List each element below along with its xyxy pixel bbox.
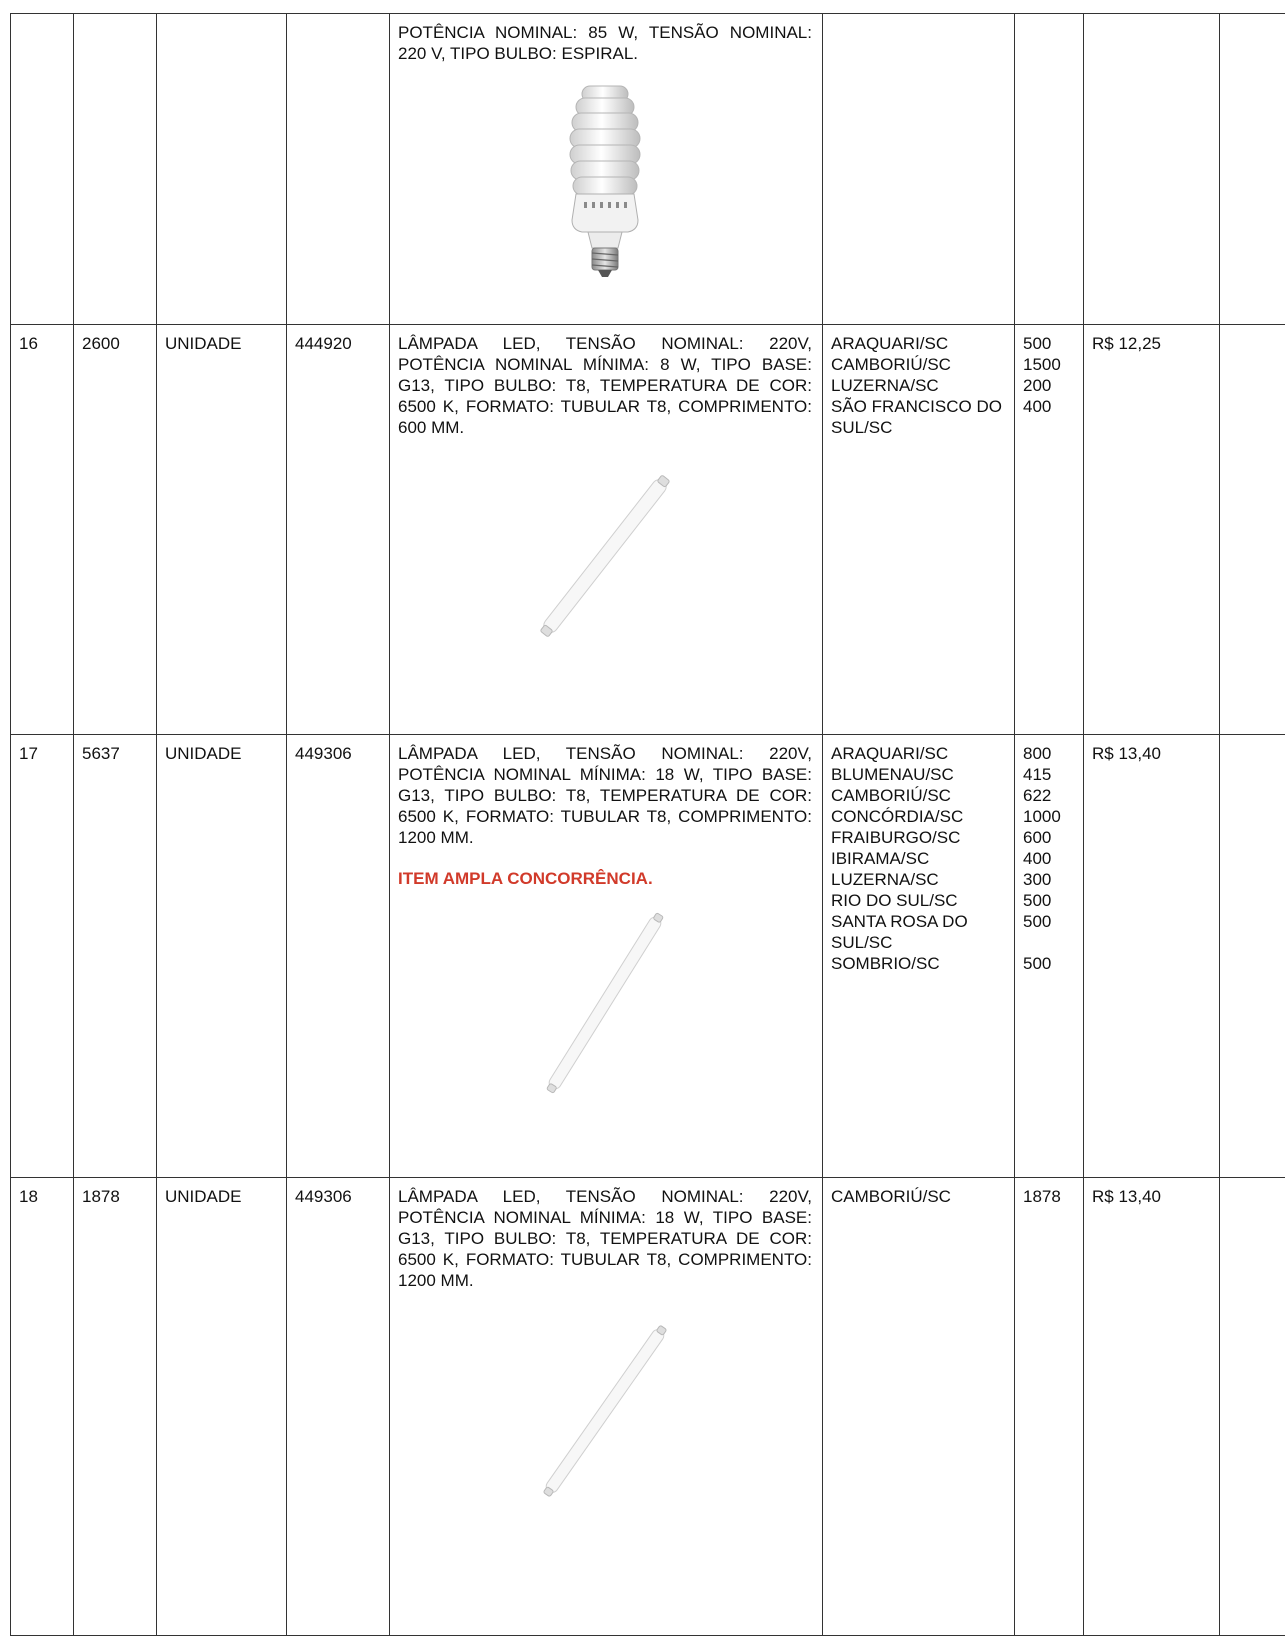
- item-cell: [11, 14, 74, 325]
- location-item: SOMBRIO/SC: [831, 953, 1006, 974]
- location-item: ARAQUARI/SC: [831, 743, 1006, 764]
- location-item: FRAIBURGO/SC: [831, 827, 1006, 848]
- led-tube-icon: [535, 903, 675, 1103]
- location-item: CAMBORIÚ/SC: [831, 354, 1006, 375]
- quantity-item: 400: [1023, 848, 1075, 869]
- location-item: RIO DO SUL/SC: [831, 890, 1006, 911]
- location-item: LUZERNA/SC: [831, 375, 1006, 396]
- quantity-cell: 5637: [74, 735, 157, 1178]
- quantity-item: 200: [1023, 375, 1075, 396]
- description-text: LÂMPADA LED, TENSÃO NOMINAL: 220V, POTÊNCIA NOMINAL MÍNIMA: 8 W, TIPO BASE: G13, TIPO BULBO: T8, TEMPERATURA DE COR: 6500 K, FORMATO: TUBULAR T8, COMPRIMENTO: 600 MM.: [398, 333, 812, 438]
- code-cell: 449306: [287, 735, 390, 1178]
- quantities-cell: [1015, 1178, 1084, 1636]
- ampla-concorrencia-note: ITEM AMPLA CONCORRÊNCIA.: [398, 868, 812, 889]
- quantity-item: 500: [1023, 890, 1075, 911]
- unit-cell: UNIDADE: [157, 325, 287, 735]
- extra-cell: [1220, 735, 1285, 1178]
- product-image: [398, 64, 812, 285]
- location-item: IBIRAMA/SC: [831, 848, 1006, 869]
- location-item: CAMBORIÚ/SC: [831, 1186, 1006, 1207]
- quantity-cell: [74, 14, 157, 325]
- item-cell: 18: [11, 1178, 74, 1636]
- table-row: [11, 14, 1285, 325]
- location-item: SANTA ROSA DO SUL/SC: [831, 911, 1006, 953]
- location-item: LUZERNA/SC: [831, 869, 1006, 890]
- item-cell: 17: [11, 735, 74, 1178]
- locations-cell: [823, 325, 1015, 735]
- quantity-cell: 2600: [74, 325, 157, 735]
- quantity-cell: 1878: [74, 1178, 157, 1636]
- quantities-cell: [1015, 14, 1084, 325]
- quantity-item: 1878: [1023, 1186, 1075, 1207]
- quantity-spacer: [1023, 932, 1075, 953]
- product-image: [398, 438, 812, 661]
- code-cell: [287, 14, 390, 325]
- quantity-item: 400: [1023, 396, 1075, 417]
- product-image: [398, 1291, 812, 1516]
- quantity-item: 300: [1023, 869, 1075, 890]
- price-cell: [1084, 14, 1220, 325]
- code-cell: 449306: [287, 1178, 390, 1636]
- description-cell: [390, 325, 823, 735]
- led-tube-icon: [520, 456, 690, 656]
- items-table: [10, 13, 1285, 1636]
- quantity-item: 622: [1023, 785, 1075, 806]
- unit-cell: UNIDADE: [157, 735, 287, 1178]
- spiral-cfl-bulb-icon: [540, 80, 670, 280]
- locations-cell: [823, 14, 1015, 325]
- table-row: [11, 1178, 1285, 1636]
- unit-cell: UNIDADE: [157, 1178, 287, 1636]
- extra-cell: [1220, 1178, 1285, 1636]
- location-item: ARAQUARI/SC: [831, 333, 1006, 354]
- quantity-item: 600: [1023, 827, 1075, 848]
- description-cell: [390, 735, 823, 1178]
- quantity-item: 1500: [1023, 354, 1075, 375]
- location-item: CONCÓRDIA/SC: [831, 806, 1006, 827]
- quantity-item: 500: [1023, 953, 1075, 974]
- quantities-cell: [1015, 735, 1084, 1178]
- quantities-cell: [1015, 325, 1084, 735]
- locations-cell: [823, 735, 1015, 1178]
- table-row: [11, 325, 1285, 735]
- quantity-item: 415: [1023, 764, 1075, 785]
- quantity-item: 500: [1023, 333, 1075, 354]
- unit-cell: [157, 14, 287, 325]
- table-row: [11, 735, 1285, 1178]
- code-cell: 444920: [287, 325, 390, 735]
- price-cell: R$ 13,40: [1084, 735, 1220, 1178]
- price-cell: R$ 12,25: [1084, 325, 1220, 735]
- description-cell: [390, 1178, 823, 1636]
- location-item: BLUMENAU/SC: [831, 764, 1006, 785]
- item-cell: 16: [11, 325, 74, 735]
- quantity-item: 1000: [1023, 806, 1075, 827]
- description-text: POTÊNCIA NOMINAL: 85 W, TENSÃO NOMINAL: 220 V, TIPO BULBO: ESPIRAL.: [398, 22, 812, 64]
- description-cell: [390, 14, 823, 325]
- product-image: [398, 889, 812, 1108]
- location-item: CAMBORIÚ/SC: [831, 785, 1006, 806]
- description-text: LÂMPADA LED, TENSÃO NOMINAL: 220V, POTÊNCIA NOMINAL MÍNIMA: 18 W, TIPO BASE: G13, TIPO BULBO: T8, TEMPERATURA DE COR: 6500 K, FORMATO: TUBULAR T8, COMPRIMENTO: 1200 MM.: [398, 1186, 812, 1291]
- description-text: LÂMPADA LED, TENSÃO NOMINAL: 220V, POTÊNCIA NOMINAL MÍNIMA: 18 W, TIPO BASE: G13, TIPO BULBO: T8, TEMPERATURA DE COR: 6500 K, FORMATO: TUBULAR T8, COMPRIMENTO: 1200 MM.: [398, 743, 812, 848]
- led-tube-icon: [535, 1311, 675, 1511]
- price-cell: R$ 13,40: [1084, 1178, 1220, 1636]
- location-item: SÃO FRANCISCO DO SUL/SC: [831, 396, 1006, 438]
- extra-cell: [1220, 325, 1285, 735]
- quantity-item: 500: [1023, 911, 1075, 932]
- extra-cell: [1220, 14, 1285, 325]
- quantity-item: 800: [1023, 743, 1075, 764]
- locations-cell: [823, 1178, 1015, 1636]
